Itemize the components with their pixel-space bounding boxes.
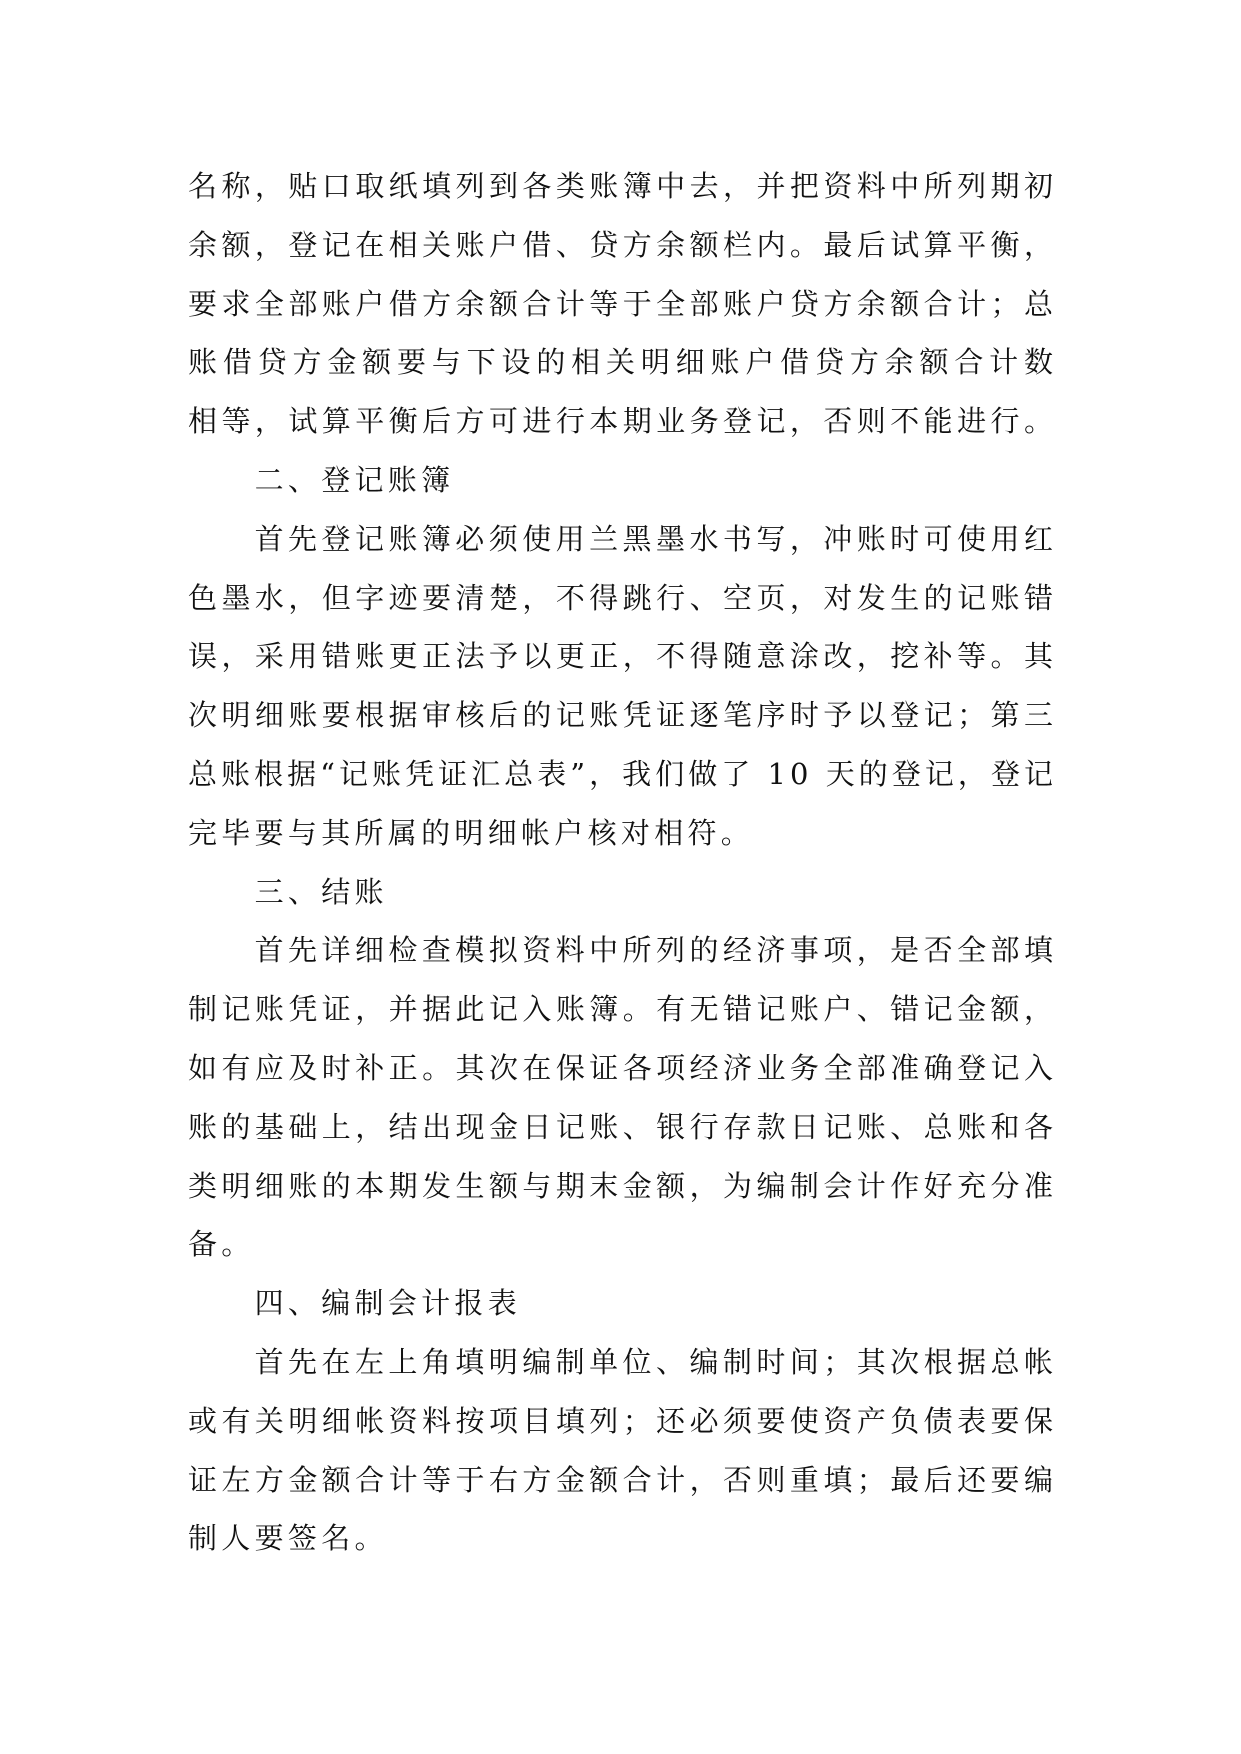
text-line — [188, 1333, 1058, 1392]
text-line-content: 首先登记账簿必须使用兰黑墨水书写，冲账时可使用红 — [254, 521, 1058, 556]
text-line — [188, 510, 1058, 569]
text-line — [188, 686, 1058, 745]
text-line — [188, 333, 1059, 392]
text-line — [188, 804, 1053, 863]
section-heading — [188, 451, 1053, 510]
text-line-content: 误，采用错账更正法予以更正，不得随意涂改，挖补等。其 — [188, 639, 1058, 674]
text-line — [188, 980, 1058, 1039]
text-line-content: 账的基础上，结出现金日记账、银行存款日记账、总账和各 — [188, 1109, 1058, 1144]
text-line-content: 色墨水，但字迹要清楚，不得跳行、空页，对发生的记账错 — [188, 580, 1058, 615]
text-line — [188, 745, 1058, 804]
text-line-content: 制人要签名。 — [188, 1521, 388, 1556]
text-line-content: 如有应及时补正。其次在保证各项经济业务全部准确登记入 — [188, 1050, 1058, 1085]
paragraph-reports — [188, 1333, 1058, 1568]
paragraph-ledger — [188, 510, 1058, 863]
paragraph-intro — [188, 157, 1059, 451]
text-line-content: 余额，登记在相关账户借、贷方余额栏内。最后试算平衡， — [188, 227, 1058, 262]
text-line — [188, 1451, 1058, 1510]
text-line-content: 总账根据“记账凭证汇总表”，我们做了 10 天的登记，登记 — [188, 756, 1058, 791]
text-line-content: 备。 — [188, 1227, 255, 1262]
text-line-content: 相等，试算平衡后方可进行本期业务登记，否则不能进行。 — [188, 404, 1058, 439]
text-line — [188, 921, 1058, 980]
text-line-content: 制记账凭证，并据此记入账簿。有无错记账户、错记金额， — [188, 992, 1058, 1027]
text-line-content: 首先详细检查模拟资料中所列的经济事项，是否全部填 — [254, 933, 1058, 968]
section-heading-text: 三、结账 — [254, 874, 388, 909]
section-heading — [188, 863, 1053, 922]
text-line — [188, 1157, 1058, 1216]
text-line-content: 完毕要与其所属的明细帐户核对相符。 — [188, 815, 755, 850]
text-line — [188, 1215, 1053, 1274]
text-line-content: 或有关明细帐资料按项目填列；还必须要使资产负债表要保 — [188, 1403, 1058, 1438]
text-line-content: 要求全部账户借方余额合计等于全部账户贷方余额合计；总 — [188, 286, 1058, 321]
text-line — [188, 1392, 1058, 1451]
text-line-content: 首先在左上角填明编制单位、编制时间；其次根据总帐 — [254, 1344, 1058, 1379]
text-line — [188, 1098, 1058, 1157]
text-line-content: 名称，贴口取纸填列到各类账簿中去，并把资料中所列期初 — [188, 169, 1058, 203]
text-line — [188, 627, 1058, 686]
text-line — [188, 157, 1058, 216]
text-line — [188, 392, 1058, 451]
text-line-content: 次明细账要根据审核后的记账凭证逐笔序时予以登记；第三 — [188, 698, 1058, 733]
text-line-content: 证左方金额合计等于右方金额合计，否则重填；最后还要编 — [188, 1462, 1058, 1497]
section-heading-text: 四、编制会计报表 — [254, 1286, 521, 1321]
text-line — [188, 216, 1058, 275]
text-line — [188, 1509, 1053, 1568]
text-line — [188, 275, 1058, 334]
section-heading — [188, 1274, 1053, 1333]
text-line — [188, 1039, 1058, 1098]
text-line — [188, 569, 1058, 628]
document-body — [188, 157, 1059, 1568]
text-line-content: 类明细账的本期发生额与期末金额，为编制会计作好充分准 — [188, 1168, 1058, 1203]
paragraph-closing — [188, 921, 1058, 1274]
section-heading-text: 二、登记账簿 — [254, 462, 455, 497]
text-line-content: 账借贷方金额要与下设的相关明细账户借贷方余额合计数 — [188, 345, 1059, 380]
